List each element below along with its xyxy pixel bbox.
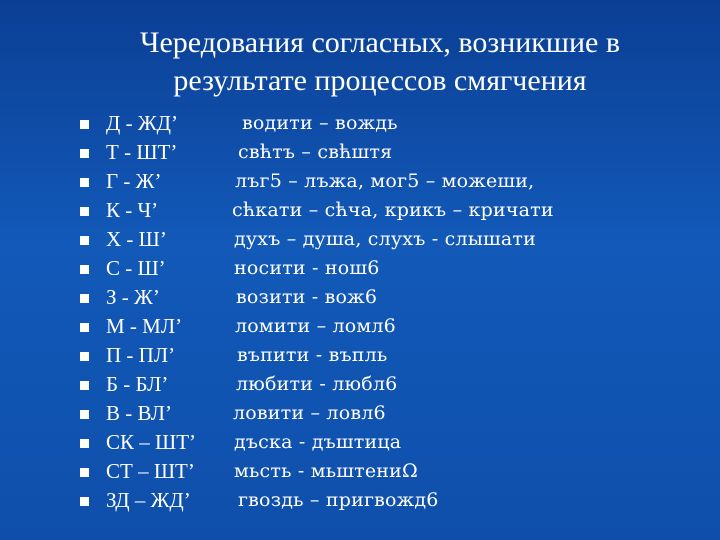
list-item (78, 254, 698, 283)
example-words: мьсть - мьштениΩ (234, 460, 418, 482)
consonant-pair: Т - ШТ’ (106, 140, 178, 164)
example-words: любити - любл6 (236, 373, 398, 395)
consonant-pair: СТ – ШТ’ (106, 459, 195, 483)
square-bullet-icon (80, 207, 89, 216)
slide-title (80, 24, 680, 100)
list-item (78, 370, 698, 399)
consonant-pair: ЗД – ЖД’ (106, 488, 191, 512)
list-item (78, 428, 698, 457)
list-item (78, 196, 698, 225)
example-words: возити - вож6 (236, 286, 378, 308)
square-bullet-icon (80, 294, 89, 303)
list-item (78, 225, 698, 254)
list-item (78, 341, 698, 370)
consonant-pair: В - ВЛ’ (106, 401, 172, 425)
example-words: ловити – ловл6 (233, 402, 386, 424)
consonant-pair: К - Ч’ (106, 198, 159, 222)
consonant-pair: З - Ж’ (106, 285, 160, 309)
list-item (78, 109, 698, 138)
title-line-1: Чередования согласных, возникшие в (139, 26, 621, 59)
square-bullet-icon (80, 352, 89, 361)
square-bullet-icon (80, 236, 89, 245)
square-bullet-icon (80, 323, 89, 332)
square-bullet-icon (80, 381, 89, 390)
title-line-2: результате процессов смягчения (173, 64, 587, 97)
consonant-pair: Д - ЖД’ (106, 111, 178, 135)
square-bullet-icon (80, 178, 89, 187)
list-item (78, 283, 698, 312)
list-item (78, 486, 698, 515)
list-item (78, 399, 698, 428)
alternation-list (78, 109, 698, 515)
example-words: ломити – ломл6 (235, 315, 396, 337)
square-bullet-icon (80, 439, 89, 448)
example-words: свћтъ – свћштя (238, 141, 393, 163)
example-words: духъ – душа, слухъ - слышати (234, 228, 537, 250)
example-words: носити - нош6 (234, 257, 380, 279)
list-item (78, 138, 698, 167)
consonant-pair: М - МЛ’ (106, 314, 183, 338)
consonant-pair: Б - БЛ’ (106, 372, 169, 396)
square-bullet-icon (80, 468, 89, 477)
square-bullet-icon (80, 497, 89, 506)
list-item (78, 457, 698, 486)
square-bullet-icon (80, 149, 89, 158)
consonant-pair: СК – ШТ’ (106, 430, 197, 454)
square-bullet-icon (80, 265, 89, 274)
consonant-pair: Х - Ш’ (106, 227, 167, 251)
consonant-pair: Г - Ж’ (106, 169, 162, 193)
list-item (78, 167, 698, 196)
example-words: водити – вождь (242, 112, 398, 134)
square-bullet-icon (80, 120, 89, 129)
consonant-pair: С - Ш’ (106, 256, 166, 280)
example-words: лъг5 – лъжа, мог5 – можеши, (235, 170, 535, 192)
example-words: въпити - въпль (237, 344, 388, 366)
example-words: дъска - дъштица (234, 431, 402, 453)
example-words: сћкати – сћча, крикъ – кричати (232, 199, 554, 221)
square-bullet-icon (80, 410, 89, 419)
consonant-pair: П - ПЛ’ (106, 343, 176, 367)
list-item (78, 312, 698, 341)
example-words: гвоздь – пригвожд6 (238, 489, 439, 511)
